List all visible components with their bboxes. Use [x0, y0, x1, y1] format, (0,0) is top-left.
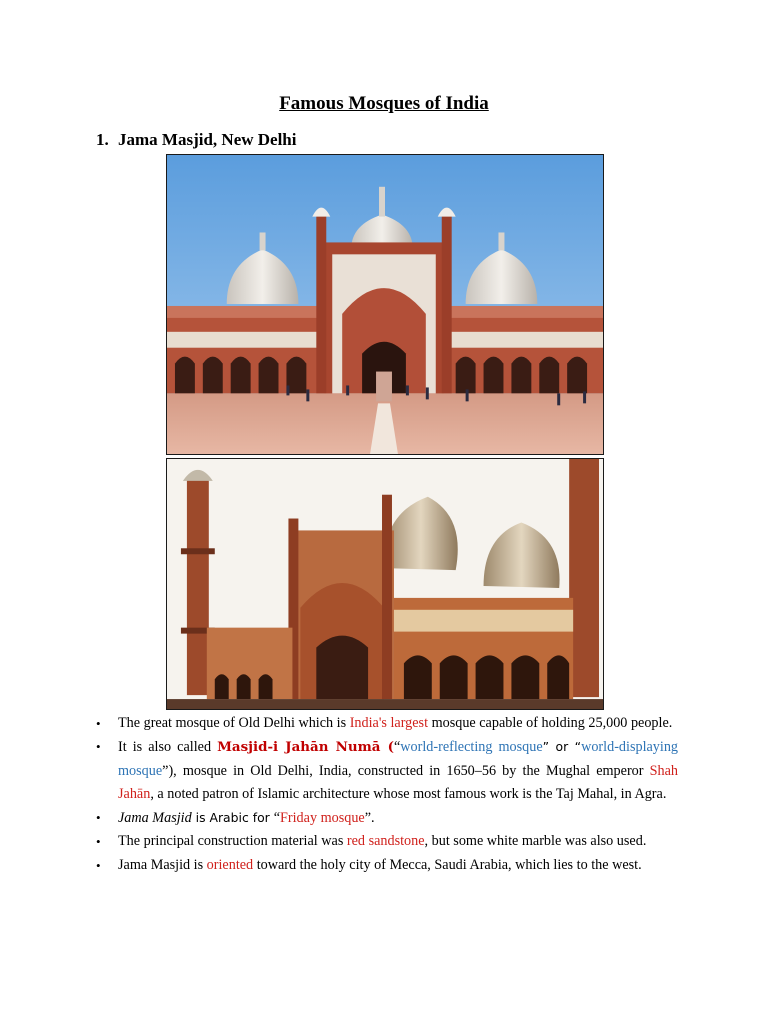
bullet-icon: •	[96, 739, 101, 755]
text-span: ”)	[162, 762, 174, 779]
text-span: , a noted patron of Islamic architecture whose most famous work is the Taj Mahal, in Agra.	[150, 785, 667, 802]
link-world-displaying[interactable]: world-displaying mosque	[118, 739, 679, 779]
mosque-angled-photo	[167, 459, 603, 709]
page-title: Famous Mosques of India	[279, 93, 489, 114]
list-item	[96, 830, 678, 853]
text-span: ”.	[364, 810, 375, 827]
jama-masjid-front-photo	[166, 154, 604, 455]
text-span: The principal construction material was	[118, 833, 347, 850]
list-item	[96, 806, 678, 830]
highlight-friday-mosque: Friday mosque	[280, 810, 365, 827]
section-number: 1.	[96, 130, 109, 149]
highlight-oriented: oriented	[206, 856, 254, 873]
fact-list	[96, 712, 678, 877]
jama-masjid-angled-photo	[166, 458, 604, 710]
highlight-red-sandstone: red sandstone	[346, 833, 425, 850]
highlight-masjid-name: Masjid-i Jahān Numā (	[217, 739, 394, 756]
text-span: toward the holy city of Mecca, Saudi Arabia, which lies to the west.	[253, 856, 642, 873]
highlight-largest: India's largest	[349, 715, 429, 731]
bullet-icon: •	[96, 716, 101, 731]
list-item	[96, 735, 678, 806]
section-heading	[96, 130, 296, 150]
bullet-icon: •	[96, 834, 101, 850]
text-span: The great mosque of Old Delhi which is	[118, 715, 350, 731]
link-world-reflecting[interactable]: world-reflecting mosque	[400, 739, 543, 756]
italic-jama-masjid: Jama Masjid	[118, 810, 192, 827]
text-span: mosque capable of holding 25,000 people.	[428, 715, 673, 731]
bullet-icon: •	[96, 857, 101, 873]
text-span: , but some white marble was also used.	[424, 833, 647, 850]
text-span: “	[273, 810, 280, 827]
section-heading-text: Jama Masjid, New Delhi	[118, 130, 297, 149]
text-span: It is also called	[118, 739, 218, 756]
list-item	[96, 854, 678, 877]
text-span: , mosque in Old Delhi, India, constructed in 1650–56 by the Mughal emperor	[173, 762, 650, 779]
text-span: ” or “	[542, 739, 582, 755]
mosque-front-photo	[167, 155, 603, 454]
highlight-shah-jahan: Shah Jahān	[118, 762, 678, 802]
text-span: “	[393, 739, 401, 756]
text-span: Jama Masjid is	[118, 856, 207, 873]
list-item	[96, 712, 678, 735]
text-span: is Arabic for	[191, 810, 274, 826]
bullet-icon: •	[96, 810, 101, 826]
